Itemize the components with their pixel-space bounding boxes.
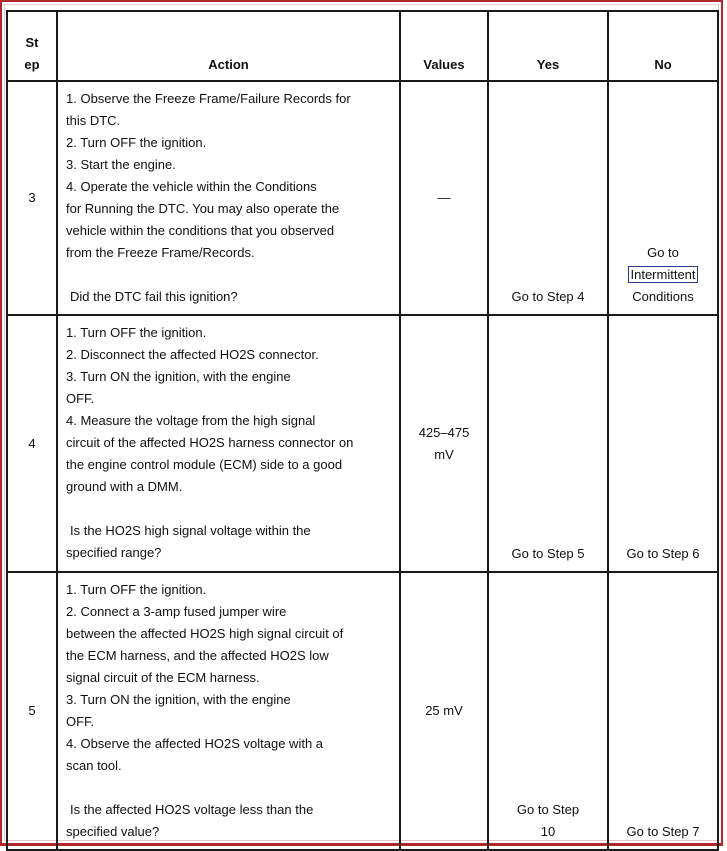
values-range: 425–475 (418, 424, 470, 440)
no-suffix: Conditions (632, 289, 694, 304)
action-line: OFF. (66, 714, 95, 729)
header-step (7, 11, 57, 81)
action-line: the engine control module (ECM) side to a good (66, 457, 343, 472)
step-number: 3 (7, 81, 57, 315)
values-unit: mV (434, 446, 454, 462)
action-line: signal circuit of the ECM harness. (66, 670, 260, 685)
action-line: 3. Turn ON the ignition, with the engine (66, 692, 291, 707)
yes-text: Go to Step 5 (511, 546, 585, 561)
header-step-line1: St (25, 35, 39, 50)
no-text: Go to Step 7 (626, 824, 700, 839)
action-line: 2. Turn OFF the ignition. (66, 135, 207, 150)
no-text: Go to Step 6 (626, 546, 700, 561)
values-text: 25 mV (425, 703, 463, 718)
action-line: from the Freeze Frame/Records. (66, 245, 255, 260)
action-line: 1. Observe the Freeze Frame/Failure Records for (66, 91, 351, 106)
action-question: Did the DTC fail this ignition? (70, 289, 238, 304)
yes-line2: 10 (540, 824, 556, 839)
values-text: — (437, 190, 451, 205)
yes-text: Go to Step 4 (511, 289, 585, 304)
yes-cell (488, 572, 608, 850)
header-yes: Yes (488, 11, 608, 81)
action-line: vehicle within the conditions that you observed (66, 223, 335, 238)
action-question: Is the HO2S high signal voltage within the (70, 523, 311, 538)
action-line: this DTC. (66, 113, 121, 128)
action-line: 2. Disconnect the affected HO2S connector. (66, 347, 319, 362)
no-cell (608, 315, 718, 572)
yes-line1: Go to Step (516, 802, 580, 817)
action-line: 3. Start the engine. (66, 157, 176, 172)
no-cell (608, 572, 718, 850)
action-line: 1. Turn OFF the ignition. (66, 325, 207, 340)
values-cell (400, 572, 488, 850)
yes-cell (488, 315, 608, 572)
diagnostic-table (6, 10, 719, 851)
action-question: specified range? (66, 545, 162, 560)
action-line: 3. Turn ON the ignition, with the engine (66, 369, 291, 384)
yes-cell (488, 81, 608, 315)
action-line: OFF. (66, 391, 95, 406)
action-question: specified value? (66, 824, 160, 839)
header-step-line2: ep (24, 57, 40, 72)
header-values: Values (400, 11, 488, 81)
step-number: 4 (7, 315, 57, 572)
action-line: for Running the DTC. You may also operate the (66, 201, 340, 216)
values-cell (400, 315, 488, 572)
table-row-step-5 (7, 572, 718, 850)
header-action: Action (57, 11, 400, 81)
action-line: the ECM harness, and the affected HO2S low (66, 648, 329, 663)
no-prefix: Go to (647, 245, 679, 260)
header-no: No (608, 11, 718, 81)
action-line: 2. Connect a 3-amp fused jumper wire (66, 604, 287, 619)
action-line: ground with a DMM. (66, 479, 183, 494)
action-question: Is the affected HO2S voltage less than the (70, 802, 314, 817)
action-line: circuit of the affected HO2S harness connector on (66, 435, 354, 450)
action-line: 4. Observe the affected HO2S voltage with a (66, 736, 324, 751)
action-line: 4. Operate the vehicle within the Conditions (66, 179, 317, 194)
action-line: 1. Turn OFF the ignition. (66, 582, 207, 597)
values-cell (400, 81, 488, 315)
action-line: scan tool. (66, 758, 122, 773)
action-line: 4. Measure the voltage from the high signal (66, 413, 316, 428)
action-cell (57, 81, 400, 315)
intermittent-link[interactable]: Intermittent (630, 267, 696, 282)
action-cell (57, 572, 400, 850)
table-row-step-3 (7, 81, 718, 315)
no-cell (608, 81, 718, 315)
action-line: between the affected HO2S high signal circuit of (66, 626, 344, 641)
table-row-step-4 (7, 315, 718, 572)
header-row (7, 11, 718, 81)
step-number: 5 (7, 572, 57, 850)
action-cell (57, 315, 400, 572)
